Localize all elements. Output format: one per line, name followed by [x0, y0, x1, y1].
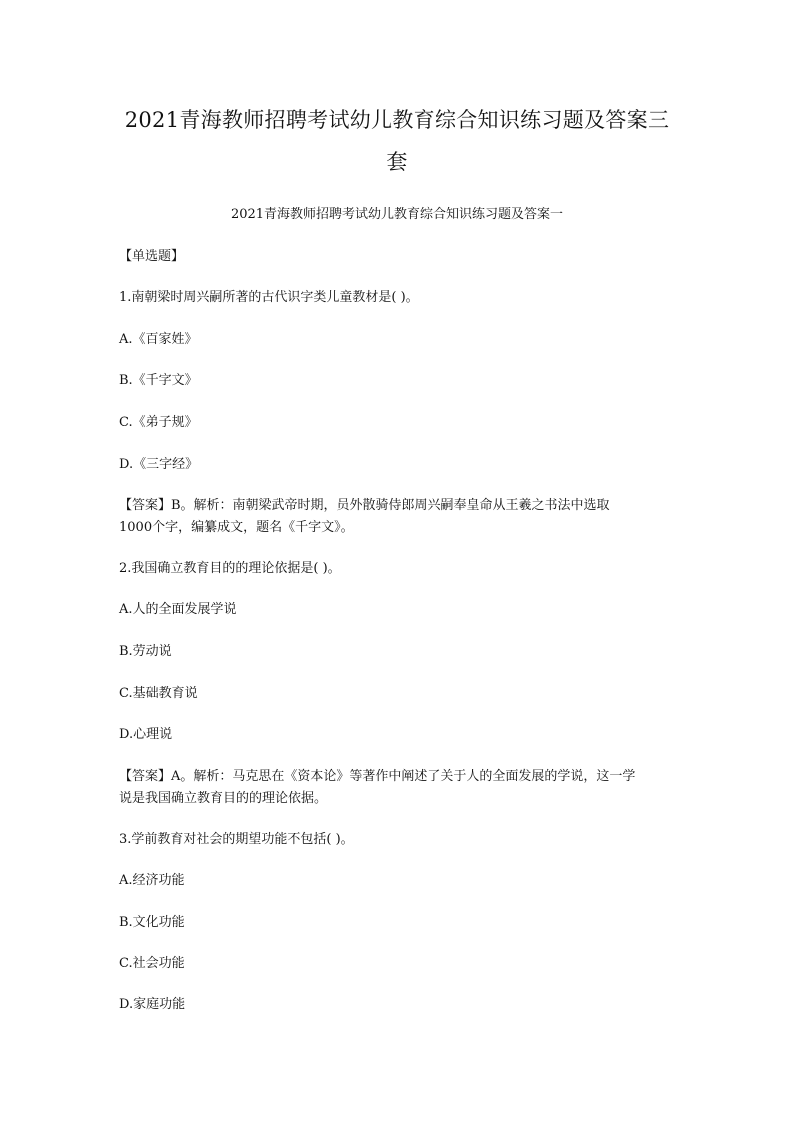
- document-title-line-1: 2021青海教师招聘考试幼儿教育综合知识练习题及答案三: [124, 108, 670, 132]
- question-1-option-c: C.《弟子规》: [119, 415, 198, 430]
- question-2-answer-line-1: 【答案】A。解析：马克思在《资本论》等著作中阐述了关于人的全面发展的学说，这一学: [119, 769, 636, 784]
- question-1-stem: 1.南朝梁时周兴嗣所著的古代识字类儿童教材是( )。: [119, 290, 419, 305]
- document-title-line-2: 套: [386, 150, 408, 174]
- question-1-answer-line-1: 【答案】B。解析：南朝梁武帝时期，员外散骑侍郎周兴嗣奉皇命从王羲之书法中选取: [119, 498, 610, 513]
- question-1-answer-line-2: 1000个字，编纂成文，题名《千字文》。: [119, 520, 354, 535]
- question-1-option-a: A.《百家姓》: [119, 332, 198, 347]
- question-1-option-d: D.《三字经》: [119, 457, 199, 472]
- question-3-stem: 3.学前教育对社会的期望功能不包括( )。: [119, 832, 354, 847]
- question-3-option-d: D.家庭功能: [119, 997, 186, 1012]
- section-label-single-choice: 【单选题】: [119, 249, 185, 264]
- question-2-option-a: A.人的全面发展学说: [119, 602, 237, 617]
- question-2-option-c: C.基础教育说: [119, 686, 198, 701]
- question-2-option-b: B.劳动说: [119, 644, 172, 659]
- question-3-option-b: B.文化功能: [119, 915, 185, 930]
- document-subtitle: 2021青海教师招聘考试幼儿教育综合知识练习题及答案一: [230, 207, 564, 222]
- question-3-option-a: A.经济功能: [119, 873, 185, 888]
- question-1-option-b: B.《千字文》: [119, 373, 198, 388]
- question-2-option-d: D.心理说: [119, 727, 173, 742]
- question-3-option-c: C.社会功能: [119, 956, 185, 971]
- question-2-answer-line-2: 说是我国确立教育目的的理论依据。: [119, 791, 328, 806]
- question-2-stem: 2.我国确立教育目的的理论依据是( )。: [119, 561, 341, 576]
